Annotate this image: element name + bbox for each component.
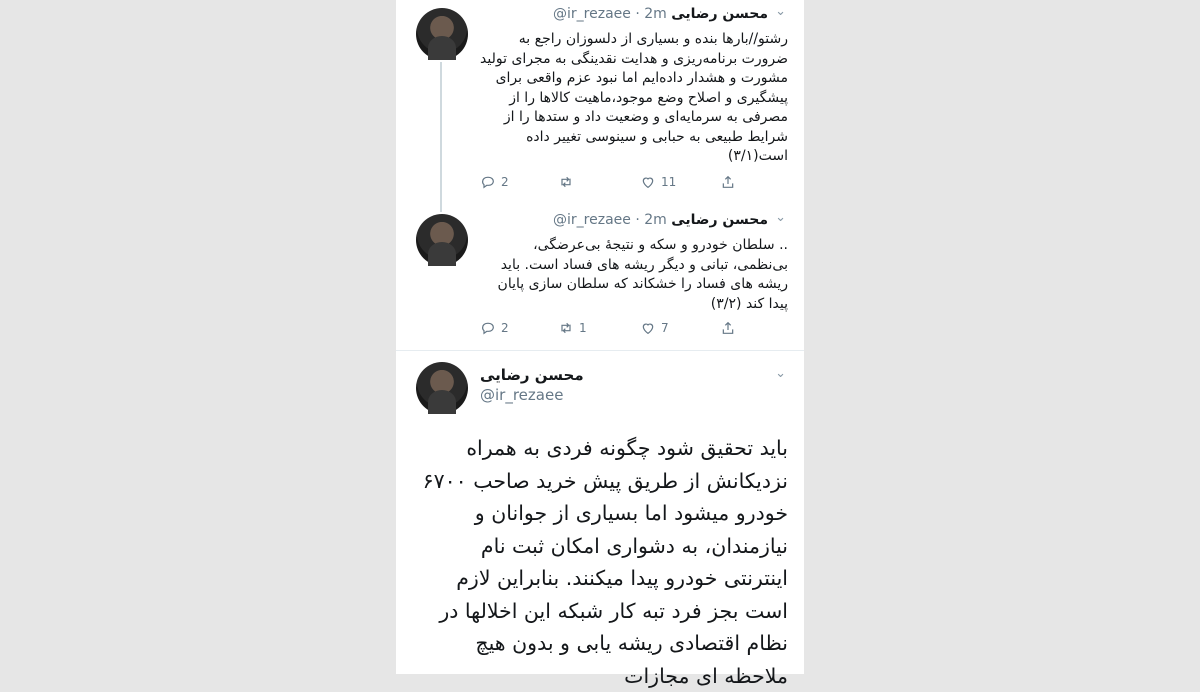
tweet-header: [480, 6, 768, 22]
tweet-3-focused[interactable]: [396, 350, 804, 688]
author-name[interactable]: محسن رضایی: [671, 212, 768, 228]
heart-icon: [640, 320, 656, 336]
author-block: [480, 366, 584, 404]
tweet-time[interactable]: · 2m: [635, 212, 667, 228]
author-handle[interactable]: @ir_rezaee: [553, 6, 631, 22]
chevron-down-icon[interactable]: ⌄: [775, 210, 786, 225]
retweet-icon: [558, 320, 574, 336]
like-button[interactable]: [640, 174, 676, 190]
tweet-actions: [480, 174, 750, 192]
reply-icon: [480, 320, 496, 336]
share-icon: [720, 320, 736, 336]
tweet-header: [480, 212, 768, 228]
reply-count: 2: [501, 175, 509, 189]
tweet-actions: [480, 320, 750, 338]
tweet-text: .. سلطان خودرو و سکه و نتیجهٔ بی‌عرضگی، بی‌نظمی، تبانی و دیگر ریشه های فساد است. باید ریشه های فساد را خشکاند که سلطان سازی پایان پیدا کند (۳/۲): [497, 237, 788, 312]
avatar[interactable]: [416, 8, 468, 60]
tweet-screenshot: [396, 0, 804, 688]
like-count: 11: [661, 175, 677, 189]
heart-icon: [640, 174, 656, 190]
retweet-icon: [558, 174, 574, 190]
tweet-text: باید تحقیق شود چگونه فردی به همراه نزدیکانش از طریق پیش خرید صاحب ۶۷۰۰ خودرو میشود اما بسیاری از جوانان و نیازمندان، به دشواری امکان ثبت نام اینترنتی خودرو پیدا میکنند. بنابراین لازم است بجز فرد تبه کار شبکه این اخلالها در نظام اقتصادی ریشه یابی و بدون هیچ ملاحظه ای مجازات: [422, 436, 788, 688]
like-count: 7: [661, 321, 669, 335]
reply-button[interactable]: [480, 174, 509, 190]
reply-icon: [480, 174, 496, 190]
reply-count: 2: [501, 321, 509, 335]
chevron-down-icon[interactable]: ⌄: [775, 366, 786, 381]
reply-button[interactable]: [480, 320, 509, 336]
share-icon: [720, 174, 736, 190]
retweet-button[interactable]: [558, 320, 587, 336]
avatar[interactable]: [416, 362, 468, 414]
tweet-2[interactable]: [396, 200, 804, 350]
tweet-1[interactable]: [396, 0, 804, 200]
share-button[interactable]: [720, 174, 736, 190]
like-button[interactable]: [640, 320, 669, 336]
avatar[interactable]: [416, 214, 468, 266]
author-name[interactable]: محسن رضایی: [671, 6, 768, 22]
tweet-time[interactable]: · 2m: [635, 6, 667, 22]
share-button[interactable]: [720, 320, 736, 336]
author-handle[interactable]: @ir_rezaee: [480, 386, 564, 404]
tweet-text: رشتو//بارها بنده و بسیاری از دلسوزان راجع به ضرورت برنامه‌ریزی و هدایت نقدینگی به مجرای تولید مشورت و هشدار داده‌ایم اما نبود عزم واقعی برای پیشگیری و اصلاح وضع موجود،ماهیت کالاها را از مصرفی به سرمایه‌ای و وضعیت داد و ستدها را از شرایط طبیعی به حبابی و سینوسی تغییر داده است(۳/۱): [480, 31, 788, 164]
author-name[interactable]: محسن رضایی: [480, 366, 584, 384]
chevron-down-icon[interactable]: ⌄: [775, 4, 786, 19]
author-handle[interactable]: @ir_rezaee: [553, 212, 631, 228]
retweet-button[interactable]: [558, 174, 579, 190]
retweet-count: 1: [579, 321, 587, 335]
